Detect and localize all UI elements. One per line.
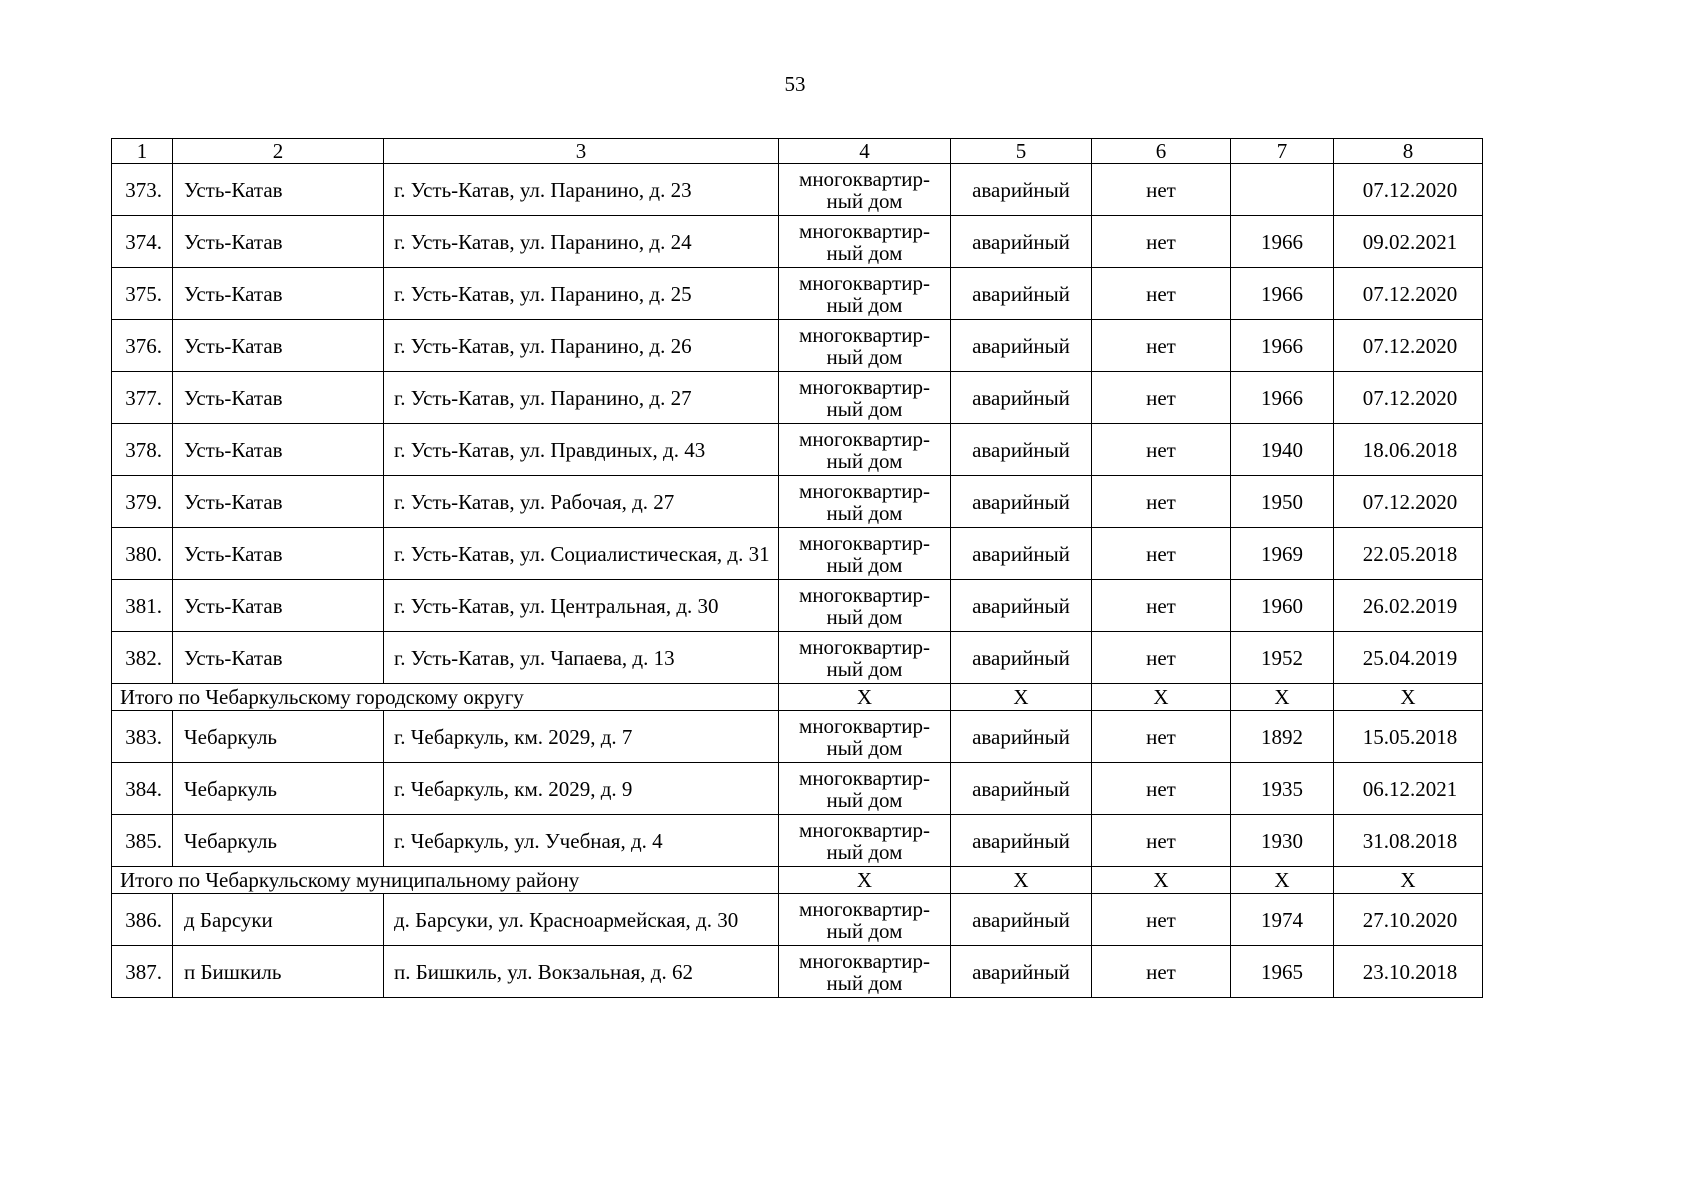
building-type-cell [779,580,951,632]
subtotal-mark: X [1231,867,1334,894]
building-type-line1: многоквартир- [799,634,930,659]
locality-cell: Усть-Катав [173,320,384,372]
year-cell: 1966 [1231,320,1334,372]
address-cell: г. Усть-Катав, ул. Правдиных, д. 43 [384,424,779,476]
subtotal-mark: X [779,684,951,711]
date-cell: 07.12.2020 [1334,164,1483,216]
status-cell: аварийный [951,528,1092,580]
locality-cell: Усть-Катав [173,216,384,268]
table-row [112,632,1483,684]
building-type-line1: многоквартир- [799,817,930,842]
date-cell: 07.12.2020 [1334,372,1483,424]
row-number: 375. [112,268,173,320]
row-number: 373. [112,164,173,216]
date-cell: 07.12.2020 [1334,476,1483,528]
building-type-line2: ный дом [826,500,903,525]
row-number: 376. [112,320,173,372]
year-cell: 1969 [1231,528,1334,580]
building-type-line2: ный дом [826,552,903,577]
year-cell: 1940 [1231,424,1334,476]
subtotal-row [112,867,1483,894]
row-number: 380. [112,528,173,580]
year-cell: 1930 [1231,815,1334,867]
locality-cell: Чебаркуль [173,815,384,867]
row-number: 381. [112,580,173,632]
building-type-line1: многоквартир- [799,270,930,295]
year-cell: 1974 [1231,894,1334,946]
address-cell: г. Усть-Катав, ул. Паранино, д. 24 [384,216,779,268]
building-type-line2: ный дом [826,918,903,943]
status-cell: аварийный [951,580,1092,632]
column-header: 3 [384,139,779,164]
row-number: 382. [112,632,173,684]
address-cell: п. Бишкиль, ул. Вокзальная, д. 62 [384,946,779,998]
building-type-cell [779,424,951,476]
row-number: 387. [112,946,173,998]
year-cell: 1966 [1231,372,1334,424]
column-header: 6 [1092,139,1231,164]
address-cell: г. Усть-Катав, ул. Рабочая, д. 27 [384,476,779,528]
table-row [112,216,1483,268]
address-cell: г. Усть-Катав, ул. Паранино, д. 26 [384,320,779,372]
column6-cell: нет [1092,164,1231,216]
year-cell: 1960 [1231,580,1334,632]
building-type-cell [779,763,951,815]
date-cell: 31.08.2018 [1334,815,1483,867]
year-cell: 1935 [1231,763,1334,815]
column-header: 2 [173,139,384,164]
building-type-line2: ный дом [826,240,903,265]
year-cell: 1966 [1231,216,1334,268]
column6-cell: нет [1092,424,1231,476]
subtotal-mark: X [1231,684,1334,711]
status-cell: аварийный [951,164,1092,216]
building-type-cell [779,946,951,998]
building-type-line1: многоквартир- [799,896,930,921]
building-type-line2: ный дом [826,839,903,864]
building-type-line2: ный дом [826,970,903,995]
locality-cell: п Бишкиль [173,946,384,998]
date-cell: 09.02.2021 [1334,216,1483,268]
locality-cell: д Барсуки [173,894,384,946]
building-type-line2: ный дом [826,188,903,213]
locality-cell: Усть-Катав [173,164,384,216]
row-number: 383. [112,711,173,763]
status-cell: аварийный [951,372,1092,424]
subtotal-label: Итого по Чебаркульскому муниципальному району [112,867,779,894]
column6-cell: нет [1092,946,1231,998]
table-row [112,946,1483,998]
building-type-cell [779,320,951,372]
address-cell: г. Усть-Катав, ул. Паранино, д. 23 [384,164,779,216]
table-row [112,164,1483,216]
building-type-cell [779,476,951,528]
building-type-line1: многоквартир- [799,322,930,347]
building-type-line2: ный дом [826,344,903,369]
building-type-line1: многоквартир- [799,426,930,451]
building-type-line2: ный дом [826,396,903,421]
table-row [112,711,1483,763]
locality-cell: Усть-Катав [173,528,384,580]
status-cell: аварийный [951,476,1092,528]
column6-cell: нет [1092,476,1231,528]
status-cell: аварийный [951,815,1092,867]
building-type-line1: многоквартир- [799,478,930,503]
building-type-cell [779,632,951,684]
date-cell: 07.12.2020 [1334,320,1483,372]
housing-registry-table [111,138,1483,998]
column-header: 4 [779,139,951,164]
column6-cell: нет [1092,763,1231,815]
column6-cell: нет [1092,815,1231,867]
date-cell: 06.12.2021 [1334,763,1483,815]
date-cell: 27.10.2020 [1334,894,1483,946]
building-type-cell [779,164,951,216]
address-cell: г. Усть-Катав, ул. Центральная, д. 30 [384,580,779,632]
date-cell: 26.02.2019 [1334,580,1483,632]
status-cell: аварийный [951,711,1092,763]
address-cell: г. Чебаркуль, ул. Учебная, д. 4 [384,815,779,867]
year-cell: 1950 [1231,476,1334,528]
table-row [112,372,1483,424]
address-cell: г. Усть-Катав, ул. Социалистическая, д. 31 [384,528,779,580]
row-number: 379. [112,476,173,528]
building-type-line2: ный дом [826,604,903,629]
column6-cell: нет [1092,372,1231,424]
subtotal-row [112,684,1483,711]
column6-cell: нет [1092,320,1231,372]
date-cell: 07.12.2020 [1334,268,1483,320]
column6-cell: нет [1092,894,1231,946]
row-number: 386. [112,894,173,946]
table-row [112,763,1483,815]
building-type-line1: многоквартир- [799,765,930,790]
column-number-header-row [112,139,1483,164]
subtotal-mark: X [951,684,1092,711]
column6-cell: нет [1092,632,1231,684]
building-type-line1: многоквартир- [799,530,930,555]
building-type-line2: ный дом [826,656,903,681]
table-row [112,528,1483,580]
year-cell: 1965 [1231,946,1334,998]
subtotal-mark: X [779,867,951,894]
date-cell: 23.10.2018 [1334,946,1483,998]
locality-cell: Чебаркуль [173,763,384,815]
year-cell [1231,164,1334,216]
status-cell: аварийный [951,632,1092,684]
status-cell: аварийный [951,894,1092,946]
column-header: 5 [951,139,1092,164]
address-cell: г. Чебаркуль, км. 2029, д. 7 [384,711,779,763]
subtotal-mark: X [1334,867,1483,894]
building-type-line1: многоквартир- [799,218,930,243]
column-header: 1 [112,139,173,164]
address-cell: г. Чебаркуль, км. 2029, д. 9 [384,763,779,815]
row-number: 374. [112,216,173,268]
row-number: 378. [112,424,173,476]
table-row [112,894,1483,946]
table-row [112,424,1483,476]
address-cell: г. Усть-Катав, ул. Чапаева, д. 13 [384,632,779,684]
table-row [112,580,1483,632]
column6-cell: нет [1092,268,1231,320]
status-cell: аварийный [951,424,1092,476]
table-body [112,139,1483,998]
table-row [112,476,1483,528]
column6-cell: нет [1092,711,1231,763]
subtotal-mark: X [1092,684,1231,711]
locality-cell: Чебаркуль [173,711,384,763]
page-number: 53 [784,72,806,96]
building-type-line1: многоквартир- [799,948,930,973]
date-cell: 22.05.2018 [1334,528,1483,580]
column6-cell: нет [1092,216,1231,268]
row-number: 384. [112,763,173,815]
table-row [112,320,1483,372]
building-type-line1: многоквартир- [799,166,930,191]
status-cell: аварийный [951,216,1092,268]
column6-cell: нет [1092,528,1231,580]
building-type-cell [779,372,951,424]
address-cell: г. Усть-Катав, ул. Паранино, д. 25 [384,268,779,320]
table-row [112,268,1483,320]
subtotal-label: Итого по Чебаркульскому городскому округу [112,684,779,711]
building-type-line1: многоквартир- [799,374,930,399]
locality-cell: Усть-Катав [173,476,384,528]
building-type-cell [779,894,951,946]
locality-cell: Усть-Катав [173,632,384,684]
date-cell: 25.04.2019 [1334,632,1483,684]
building-type-line2: ный дом [826,448,903,473]
status-cell: аварийный [951,763,1092,815]
locality-cell: Усть-Катав [173,268,384,320]
building-type-cell [779,815,951,867]
building-type-cell [779,528,951,580]
table-row [112,815,1483,867]
status-cell: аварийный [951,320,1092,372]
year-cell: 1952 [1231,632,1334,684]
building-type-line2: ный дом [826,787,903,812]
date-cell: 18.06.2018 [1334,424,1483,476]
building-type-cell [779,711,951,763]
column-header: 8 [1334,139,1483,164]
building-type-line1: многоквартир- [799,582,930,607]
locality-cell: Усть-Катав [173,580,384,632]
subtotal-mark: X [1092,867,1231,894]
address-cell: г. Усть-Катав, ул. Паранино, д. 27 [384,372,779,424]
row-number: 377. [112,372,173,424]
status-cell: аварийный [951,268,1092,320]
column-header: 7 [1231,139,1334,164]
locality-cell: Усть-Катав [173,424,384,476]
building-type-line1: многоквартир- [799,713,930,738]
building-type-cell [779,216,951,268]
column6-cell: нет [1092,580,1231,632]
building-type-line2: ный дом [826,292,903,317]
status-cell: аварийный [951,946,1092,998]
row-number: 385. [112,815,173,867]
date-cell: 15.05.2018 [1334,711,1483,763]
year-cell: 1892 [1231,711,1334,763]
address-cell: д. Барсуки, ул. Красноармейская, д. 30 [384,894,779,946]
building-type-cell [779,268,951,320]
subtotal-mark: X [1334,684,1483,711]
year-cell: 1966 [1231,268,1334,320]
subtotal-mark: X [951,867,1092,894]
building-type-line2: ный дом [826,735,903,760]
locality-cell: Усть-Катав [173,372,384,424]
